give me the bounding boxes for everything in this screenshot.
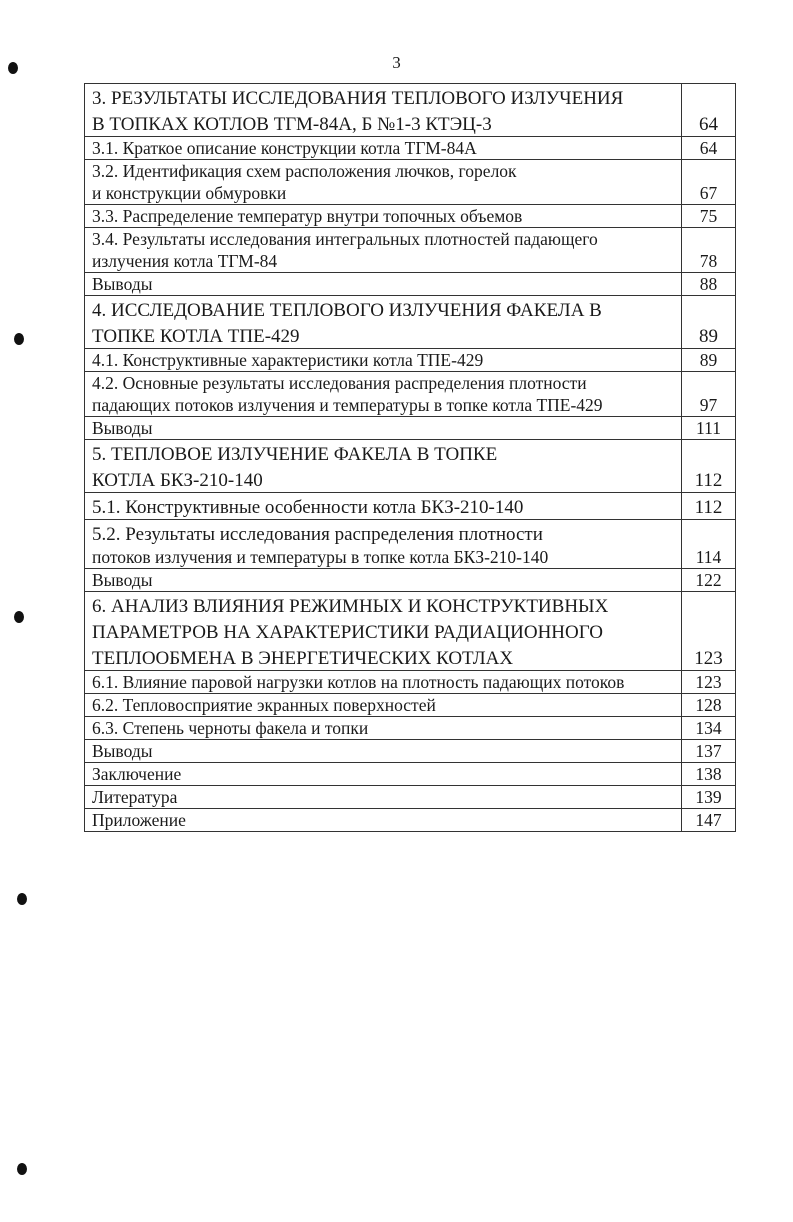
- toc-entry-page: [682, 440, 736, 467]
- toc-entry-page: 88: [682, 273, 736, 296]
- toc-entry-page: [682, 160, 736, 183]
- toc-entry-page: 137: [682, 740, 736, 763]
- toc-entry-page: [682, 228, 736, 251]
- punch-hole-mark: [14, 611, 24, 623]
- toc-entry-page: 138: [682, 763, 736, 786]
- toc-entry-title: 6.3. Степень черноты факела и топки: [85, 717, 682, 740]
- toc-entry-title: потоков излучения и температуры в топке котла БКЗ-210-140: [85, 546, 682, 569]
- toc-entry-title: и конструкции обмуровки: [85, 182, 682, 205]
- toc-entry-title: 4. ИССЛЕДОВАНИЕ ТЕПЛОВОГО ИЗЛУЧЕНИЯ ФАКЕЛА В: [85, 296, 682, 323]
- toc-entry-title: Выводы: [85, 273, 682, 296]
- toc-entry-title: 5. ТЕПЛОВОЕ ИЗЛУЧЕНИЕ ФАКЕЛА В ТОПКЕ: [85, 440, 682, 467]
- punch-hole-mark: [14, 333, 24, 345]
- toc-entry-page: 128: [682, 694, 736, 717]
- toc-entry-title: 6.1. Влияние паровой нагрузки котлов на плотность падающих потоков: [85, 671, 682, 694]
- toc-entry-title: Выводы: [85, 417, 682, 440]
- toc-entry-title: КОТЛА БКЗ-210-140: [85, 466, 682, 493]
- table-of-contents: [84, 83, 736, 832]
- toc-entry-title: Приложение: [85, 809, 682, 832]
- toc-entry-title: 5.2. Результаты исследования распределения плотности: [85, 520, 682, 547]
- toc-entry-page: [682, 372, 736, 395]
- toc-entry-title: 3.3. Распределение температур внутри топочных объемов: [85, 205, 682, 228]
- toc-entry-page: 111: [682, 417, 736, 440]
- toc-entry-page: 139: [682, 786, 736, 809]
- toc-entry-page: 67: [682, 182, 736, 205]
- toc-entry-title: 4.2. Основные результаты исследования распределения плотности: [85, 372, 682, 395]
- toc-entry-title: 6. АНАЛИЗ ВЛИЯНИЯ РЕЖИМНЫХ И КОНСТРУКТИВНЫХ: [85, 592, 682, 619]
- toc-entry-page: [682, 592, 736, 619]
- toc-entry-page: 123: [682, 644, 736, 671]
- toc-entry-page: 123: [682, 671, 736, 694]
- toc-entry-page: 64: [682, 137, 736, 160]
- toc-entry-title: падающих потоков излучения и температуры в топке котла ТПЕ-429: [85, 394, 682, 417]
- toc-entry-page: 122: [682, 569, 736, 592]
- toc-entry-page: [682, 520, 736, 547]
- toc-entry-title: В ТОПКАХ КОТЛОВ ТГМ-84А, Б №1-3 КТЭЦ-3: [85, 110, 682, 137]
- toc-entry-page: 89: [682, 349, 736, 372]
- toc-entry-title: Выводы: [85, 740, 682, 763]
- toc-entry-page: [682, 618, 736, 644]
- toc-entry-page: 89: [682, 322, 736, 349]
- page-number: 3: [392, 53, 401, 72]
- toc-entry-title: Заключение: [85, 763, 682, 786]
- toc-entry-page: 78: [682, 250, 736, 273]
- toc-entry-title: 6.2. Тепловосприятие экранных поверхностей: [85, 694, 682, 717]
- toc-entry-page: 97: [682, 394, 736, 417]
- toc-entry-title: 3. РЕЗУЛЬТАТЫ ИССЛЕДОВАНИЯ ТЕПЛОВОГО ИЗЛУЧЕНИЯ: [85, 84, 682, 111]
- toc-entry-title: Выводы: [85, 569, 682, 592]
- toc-entry-page: [682, 296, 736, 323]
- toc-entry-page: 112: [682, 466, 736, 493]
- toc-entry-page: 64: [682, 110, 736, 137]
- toc-entry-page: 112: [682, 493, 736, 520]
- toc-entry-page: 134: [682, 717, 736, 740]
- toc-entry-page: 147: [682, 809, 736, 832]
- toc-entry-title: 5.1. Конструктивные особенности котла БКЗ-210-140: [85, 493, 682, 520]
- toc-entry-title: 3.4. Результаты исследования интегральных плотностей падающего: [85, 228, 682, 251]
- toc-entry-title: 3.2. Идентификация схем расположения лючков, горелок: [85, 160, 682, 183]
- toc-entry-page: [682, 84, 736, 111]
- toc-entry-title: излучения котла ТГМ-84: [85, 250, 682, 273]
- toc-entry-page: 75: [682, 205, 736, 228]
- punch-hole-mark: [17, 893, 27, 905]
- toc-entry-title: Литература: [85, 786, 682, 809]
- punch-hole-mark: [17, 1163, 27, 1175]
- toc-entry-title: ПАРАМЕТРОВ НА ХАРАКТЕРИСТИКИ РАДИАЦИОННОГО: [85, 618, 682, 644]
- toc-entry-title: 4.1. Конструктивные характеристики котла ТПЕ-429: [85, 349, 682, 372]
- toc-entry-page: 114: [682, 546, 736, 569]
- toc-entry-title: 3.1. Краткое описание конструкции котла ТГМ-84А: [85, 137, 682, 160]
- toc-entry-title: ТЕПЛООБМЕНА В ЭНЕРГЕТИЧЕСКИХ КОТЛАХ: [85, 644, 682, 671]
- toc-entry-title: ТОПКЕ КОТЛА ТПЕ-429: [85, 322, 682, 349]
- punch-hole-mark: [8, 62, 18, 74]
